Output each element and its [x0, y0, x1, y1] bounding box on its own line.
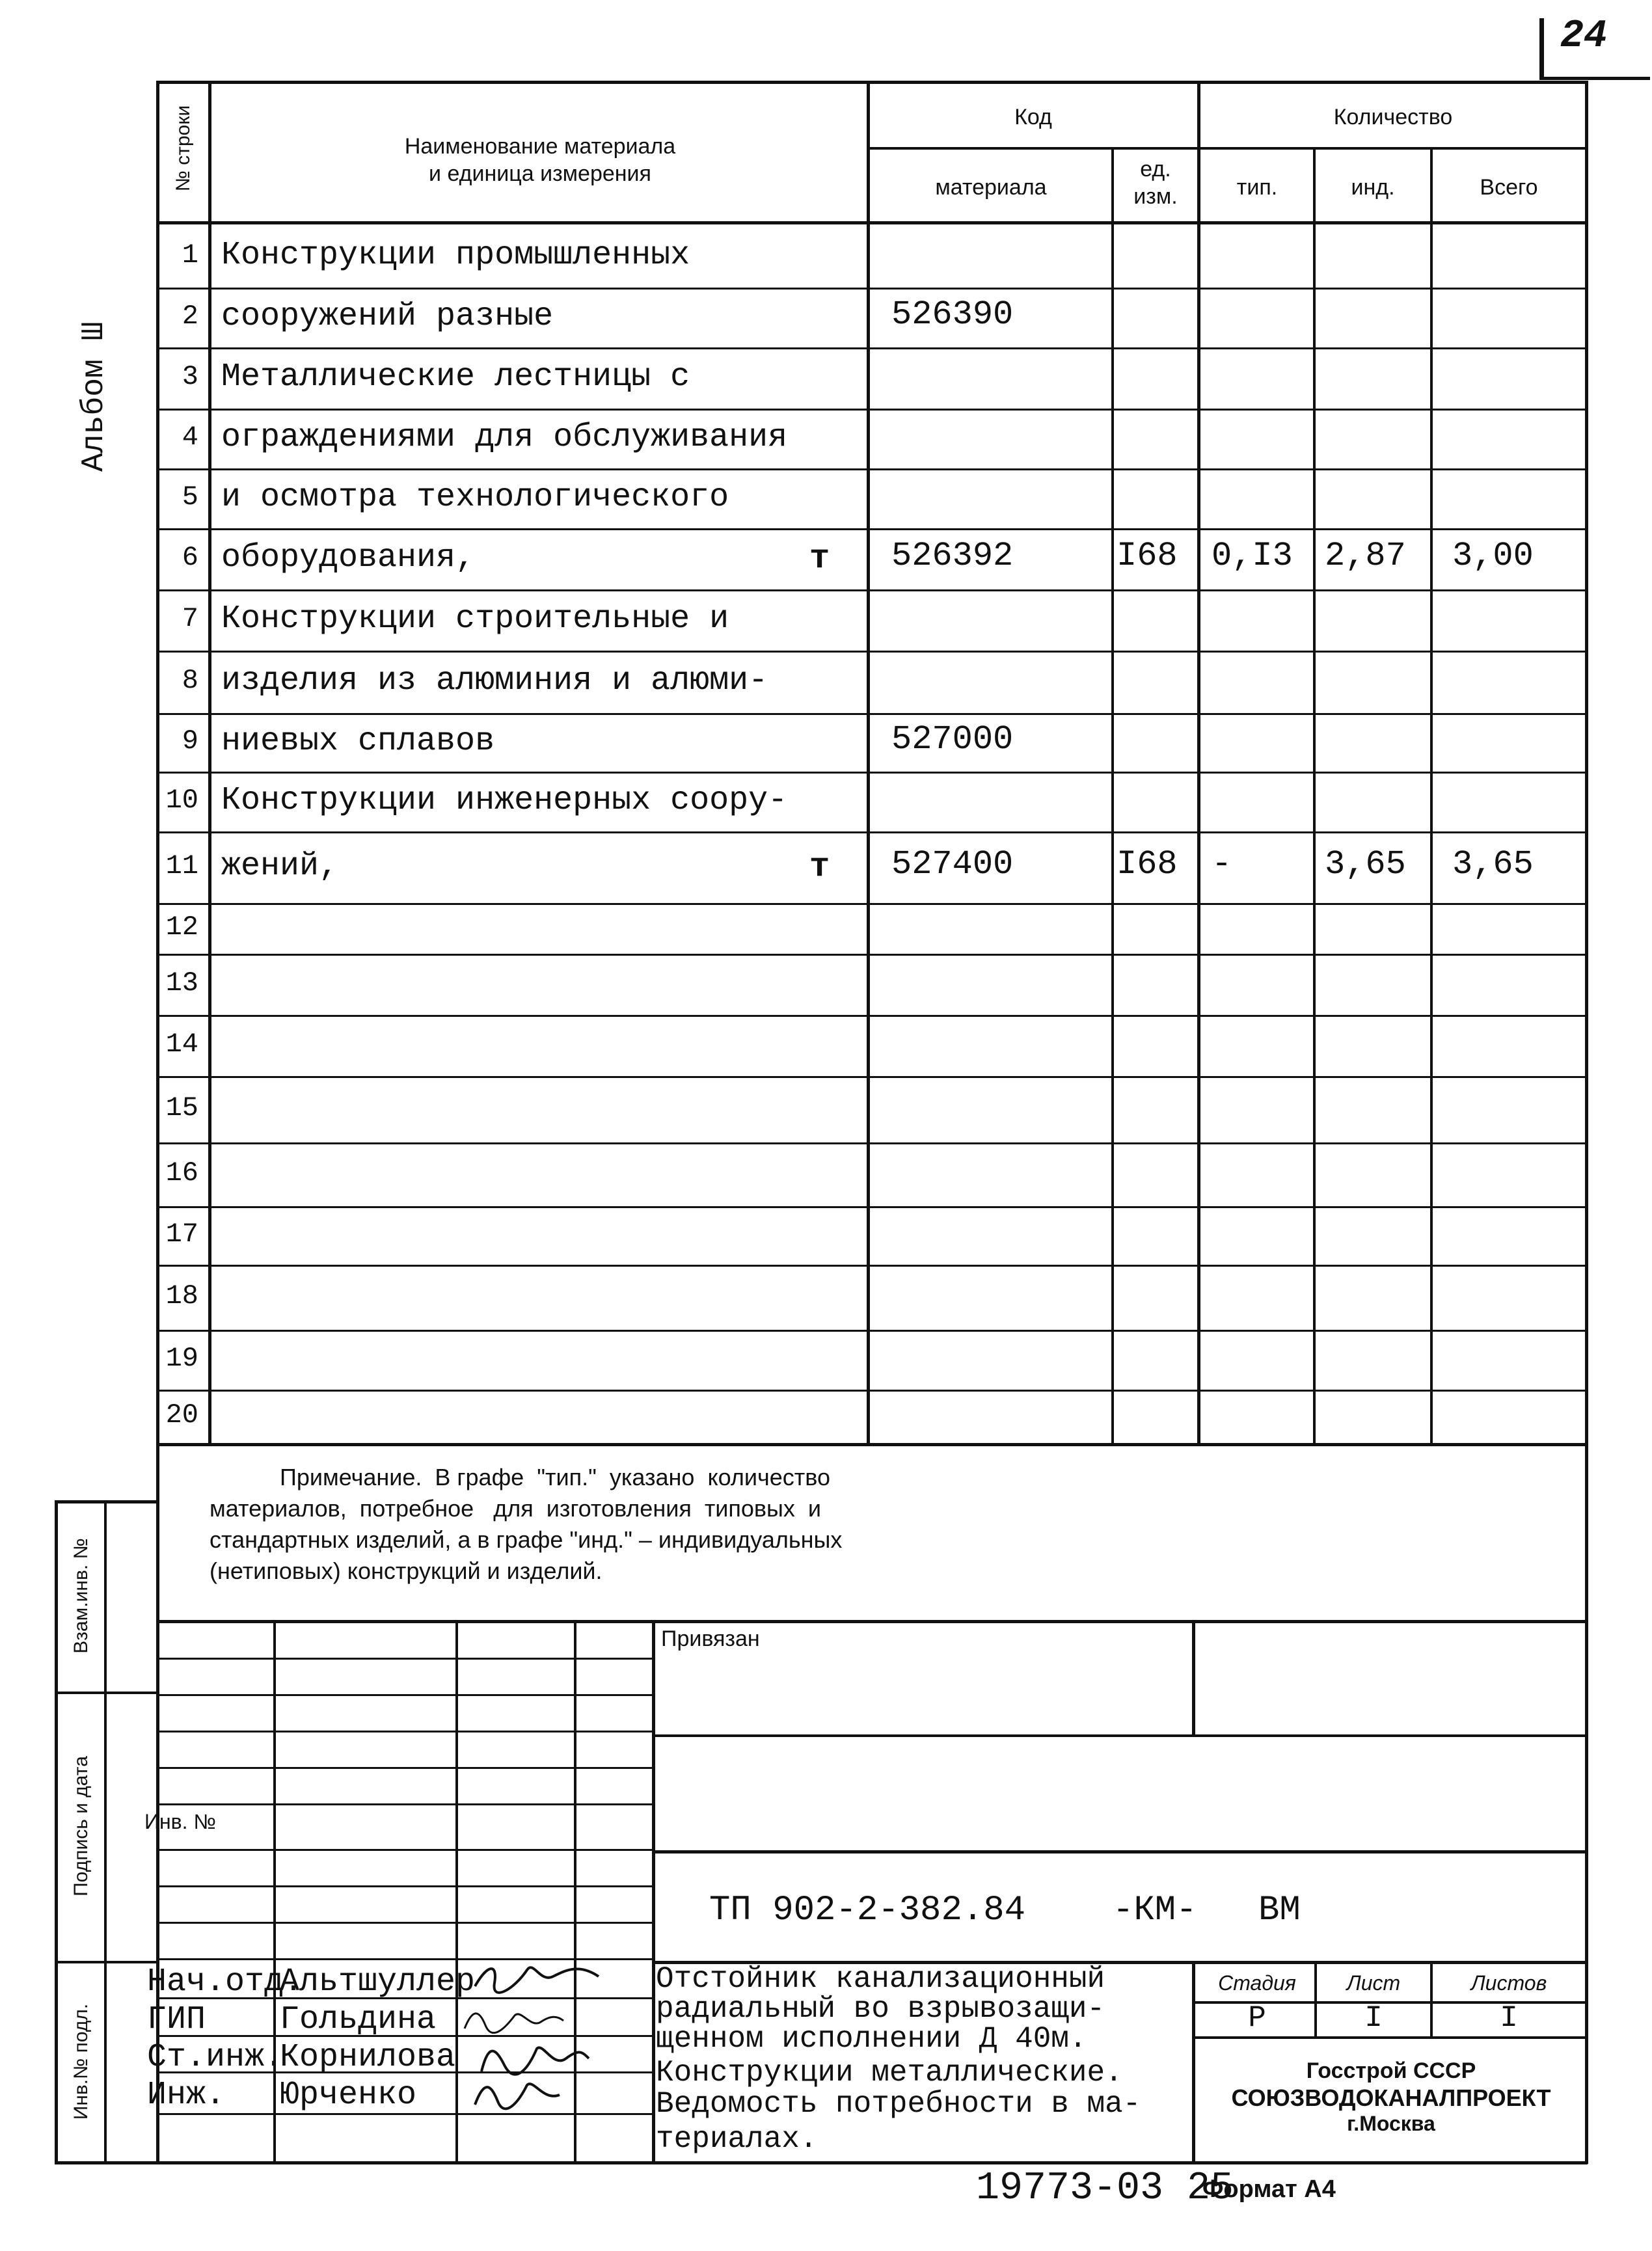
qty-total: 3,00 — [1452, 537, 1534, 575]
header-material-code: материала — [935, 175, 1047, 200]
footer-registration-number: 19773-03 25 — [976, 2166, 1234, 2211]
row-number: 13 — [165, 967, 198, 999]
material-code: 527000 — [891, 720, 1014, 759]
material-name: ниевых сплавов — [221, 723, 495, 760]
row-number: 6 — [182, 542, 198, 573]
row-number: 7 — [182, 603, 198, 634]
format-label: Формат А4 — [1202, 2176, 1336, 2203]
signature-4 — [468, 2075, 566, 2114]
qty-total: 3,65 — [1452, 845, 1534, 883]
material-name: сооружений разные — [221, 298, 554, 335]
staff-name-4: Юрченко — [280, 2077, 417, 2114]
row-number: 10 — [165, 785, 198, 816]
header-code: Код — [1014, 105, 1052, 129]
unit-code: I68 — [1117, 845, 1178, 883]
document-code: ТП 902-2-382.84 — [709, 1891, 1026, 1930]
unit-code: I68 — [1117, 537, 1178, 575]
note-line-1: Примечание. В графе "тип." указано количество — [280, 1464, 830, 1490]
material-code: 526390 — [891, 295, 1014, 334]
document-sheet-code: ВМ — [1258, 1891, 1301, 1930]
material-unit-text: т — [809, 848, 830, 886]
material-code: 526392 — [891, 537, 1014, 575]
qty-individual: 3,65 — [1325, 845, 1406, 883]
staff-role-4: Инж. — [147, 2077, 226, 2114]
note-line-3: стандартных изделий, а в графе "инд." – индивидуальных — [210, 1526, 843, 1553]
row-number: 15 — [165, 1092, 198, 1124]
staff-name-2: Гольдина — [280, 2001, 437, 2038]
sheets-count-value: I — [1500, 2001, 1518, 2035]
row-number: 19 — [165, 1343, 198, 1374]
row-number: 18 — [165, 1280, 198, 1312]
stage-label: Стадия — [1218, 1971, 1296, 1995]
material-name: ограждениями для обслуживания — [221, 419, 788, 456]
row-number: 12 — [165, 911, 198, 943]
staff-name-1: Альтшуллер — [280, 1963, 476, 2001]
note-line-2: материалов, потребное для изготовления типовых и — [210, 1495, 822, 1522]
row-number: 2 — [182, 301, 198, 332]
side-label-signature-date: Подпись и дата — [70, 1756, 92, 1896]
staff-name-3: Корнилова — [280, 2039, 456, 2076]
row-number: 14 — [165, 1029, 198, 1060]
header-quantity: Количество — [1333, 105, 1453, 129]
row-number: 3 — [182, 361, 198, 392]
org-line-2: СОЮЗВОДОКАНАЛПРОЕКТ — [1231, 2084, 1551, 2111]
qty-individual: 2,87 — [1325, 537, 1406, 575]
note-line-4: (нетиповых) конструкций и изделий. — [210, 1557, 603, 1584]
staff-role-2: ГИП — [147, 2001, 206, 2038]
header-row-number: № строки — [172, 105, 194, 192]
signature-1 — [468, 1957, 612, 1996]
header-name-line2: и единица измерения — [429, 161, 651, 186]
header-name-line1: Наименование материала — [404, 134, 676, 159]
org-line-1: Госстрой СССР — [1306, 2058, 1476, 2083]
material-name: Конструкции инженерных соору- — [221, 782, 788, 819]
row-number: 20 — [165, 1399, 198, 1431]
sheet-label: Лист — [1346, 1971, 1401, 1995]
project-title-line-3: щенном исполнении Д 40м. — [656, 2022, 1087, 2056]
qty-typical: - — [1212, 845, 1232, 883]
staff-role-3: Ст.инж. — [147, 2039, 284, 2076]
material-name: и осмотра технологического — [221, 479, 729, 516]
material-unit-text: т — [809, 539, 830, 578]
qty-typical: 0,I3 — [1212, 537, 1293, 575]
row-number: 8 — [182, 665, 198, 696]
album-label: Альбом Ш — [77, 321, 112, 472]
header-total: Всего — [1480, 175, 1538, 200]
material-name: Конструкции строительные и — [221, 600, 729, 638]
project-title-line-1: Отстойник канализационный — [656, 1962, 1105, 1996]
row-number: 16 — [165, 1157, 198, 1189]
material-code: 527400 — [891, 845, 1014, 883]
stage-value: Р — [1248, 2001, 1266, 2035]
row-number: 17 — [165, 1219, 198, 1250]
project-title-line-6: териалах. — [656, 2122, 818, 2156]
row-number: 11 — [165, 850, 198, 882]
material-name: жений, — [221, 848, 339, 885]
material-name: Металлические лестницы с — [221, 358, 690, 396]
header-unit-line2: изм. — [1133, 184, 1178, 209]
material-name: Конструкции промышленных — [221, 237, 690, 274]
header-unit-line1: ед. — [1140, 157, 1171, 182]
material-name: оборудования, — [221, 539, 476, 576]
row-number: 1 — [182, 239, 198, 271]
header-typical: тип. — [1236, 175, 1278, 200]
project-title-line-5: Ведомость потребности в ма- — [656, 2087, 1141, 2121]
page-number: 24 — [1560, 14, 1608, 59]
side-label-original-inv: Инв.№ подл. — [70, 2003, 92, 2120]
header-individual: инд. — [1351, 175, 1395, 200]
staff-role-1: Нач.отд. — [147, 1963, 304, 2001]
row-number: 5 — [182, 481, 198, 513]
side-label-replacement-inv: Взам.инв. № — [70, 1538, 92, 1654]
sheet-value: I — [1364, 2001, 1383, 2035]
document-mark: -КМ- — [1113, 1891, 1197, 1930]
inventory-number-label: Инв. № — [144, 1810, 216, 1833]
row-number: 9 — [182, 725, 198, 757]
sheets-count-label: Листов — [1470, 1971, 1547, 1995]
project-title-line-2: радиальный во взрывозащи- — [656, 1992, 1105, 2026]
material-name: изделия из алюминия и алюми- — [221, 662, 768, 699]
org-line-3: г.Москва — [1347, 2112, 1435, 2135]
project-title-line-4: Конструкции металлические. — [656, 2056, 1123, 2090]
signature-3 — [475, 2039, 592, 2078]
signature-2 — [459, 2002, 570, 2035]
linked-label: Привязан — [661, 1626, 760, 1651]
row-number: 4 — [182, 422, 198, 453]
